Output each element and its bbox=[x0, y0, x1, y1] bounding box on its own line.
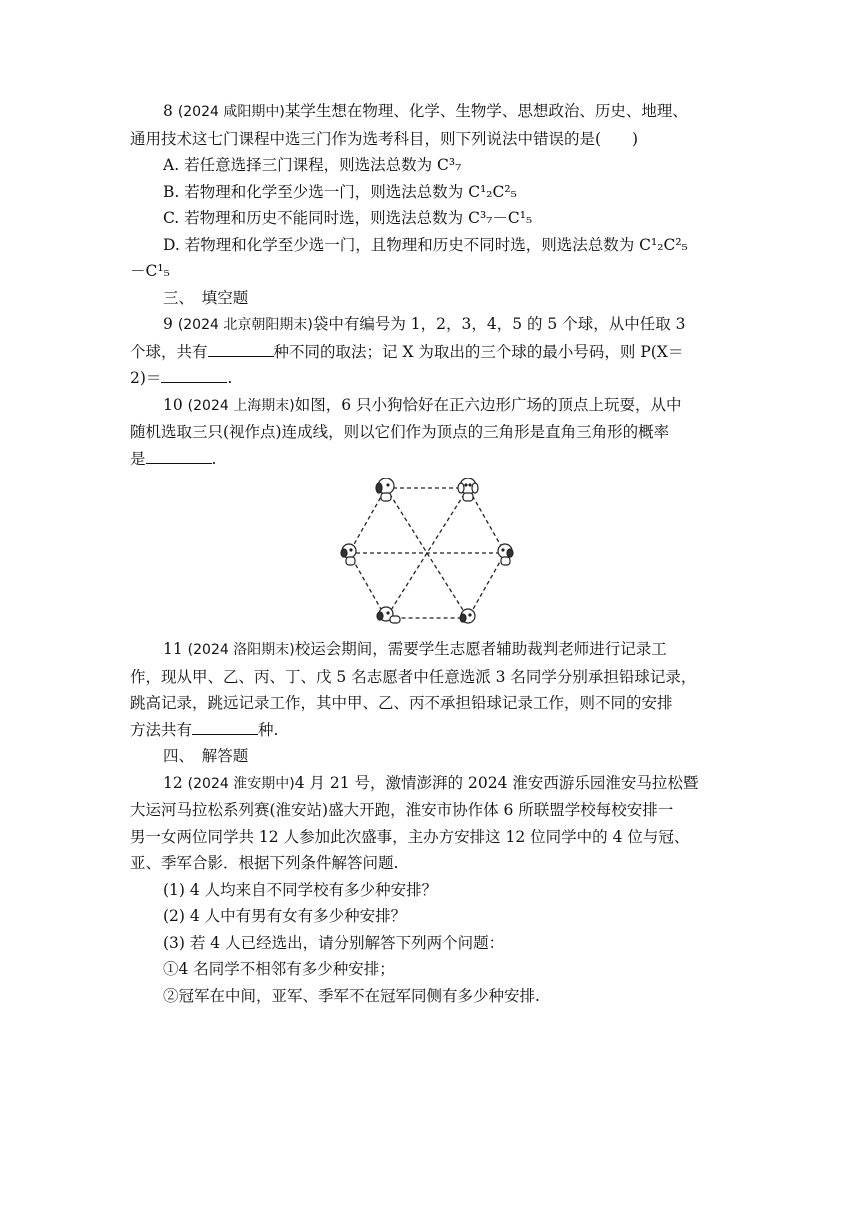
q8-option-a: A. 若任意选择三门课程，则选法总数为 C³₇ bbox=[163, 156, 462, 174]
q8-option-b: B. 若物理和化学至少选一门，则选法总数为 C¹₂C²₅ bbox=[163, 182, 517, 201]
q9-stem: 9 (2024 北京朝阳期末)袋中有编号为 1，2，3，4，5 的 5 个球，从中任取 3 bbox=[163, 315, 686, 333]
q12-sub1: (1) 4 人均来自不同学校有多少种安排？ bbox=[163, 880, 438, 899]
q11-line4: 方法共有 种. bbox=[130, 720, 279, 739]
q8-option-c: C. 若物理和历史不能同时选，则选法总数为 C³₇－C¹₅ bbox=[163, 209, 533, 227]
q11-line2: 作，现从甲、乙、丙、丁、戊 5 名志愿者中任意选派 3 名同学分别承担铅球记录， bbox=[130, 667, 697, 686]
q12-line4: 亚、季军合影．根据下列条件解答问题. bbox=[130, 854, 399, 872]
q12-line2: 大运河马拉松系列赛(淮安站)盛大开跑，淮安市协作体 6 所联盟学校每校安排一 bbox=[130, 801, 674, 819]
hexagon-diagram bbox=[337, 478, 527, 628]
dog-icon bbox=[341, 478, 513, 623]
section-answer: 四、 解答题 bbox=[163, 747, 249, 765]
section-fill-blank: 三、 填空题 bbox=[163, 288, 249, 307]
q12-sub3a: ①4 名同学不相邻有多少种安排； bbox=[163, 960, 395, 978]
q8-stem-line2: 通用技术这七门课程中选三门作为选考科目，则下列说法中错误的是( ) bbox=[130, 129, 639, 148]
q8-option-d-cont: －C¹₅ bbox=[130, 262, 170, 280]
q8-stem: 8 (2024 咸阳期中)某学生想在物理、化学、生物学、思想政治、历史、地理、 bbox=[163, 102, 688, 120]
answer-blank[interactable] bbox=[192, 720, 258, 735]
q9-line3: 2)＝ . bbox=[130, 369, 233, 387]
answer-blank[interactable] bbox=[208, 342, 274, 357]
q10-stem: 10 (2024 上海期末)如图，6 只小狗恰好在正六边形广场的顶点上玩耍，从中 bbox=[163, 395, 682, 414]
answer-blank[interactable] bbox=[146, 449, 212, 464]
q12-sub3: (3) 若 4 人已经选出，请分别解答下列两个问题： bbox=[163, 933, 505, 952]
q10-line2: 随机选取三只(视作点)连成线，则以它们作为顶点的三角形是直角三角形的概率 bbox=[130, 423, 670, 441]
answer-blank[interactable] bbox=[161, 368, 227, 383]
page-content bbox=[130, 98, 734, 1009]
q12-stem: 12 (2024 淮安期中)4 月 21 号，激情澎湃的 2024 淮安西游乐园淮安马拉松暨 bbox=[163, 773, 699, 792]
hexagon-dogs-figure bbox=[130, 478, 734, 628]
q11-stem: 11 (2024 洛阳期末)校运会期间，需要学生志愿者辅助裁判老师进行记录工 bbox=[163, 640, 667, 658]
q8-option-d: D. 若物理和化学至少选一门，且物理和历史不同时选，则选法总数为 C¹₂C²₅ bbox=[163, 235, 688, 254]
q12-sub2: (2) 4 人中有男有女有多少种安排？ bbox=[163, 907, 407, 925]
q11-line3: 跳高记录，跳远记录工作，其中甲、乙、丙不承担铅球记录工作，则不同的安排 bbox=[130, 694, 673, 712]
q12-sub3b: ②冠军在中间，亚军、季军不在冠军同侧有多少种安排. bbox=[163, 986, 540, 1005]
q9-line2: 个球，共有 种不同的取法；记 X 为取出的三个球的最小号码，则 P(X＝ bbox=[130, 342, 684, 361]
q10-line3: 是 . bbox=[130, 449, 217, 468]
q12-line3: 男一女两位同学共 12 人参加此次盛事，主办方安排这 12 位同学中的 4 位与冠、 bbox=[130, 827, 690, 846]
